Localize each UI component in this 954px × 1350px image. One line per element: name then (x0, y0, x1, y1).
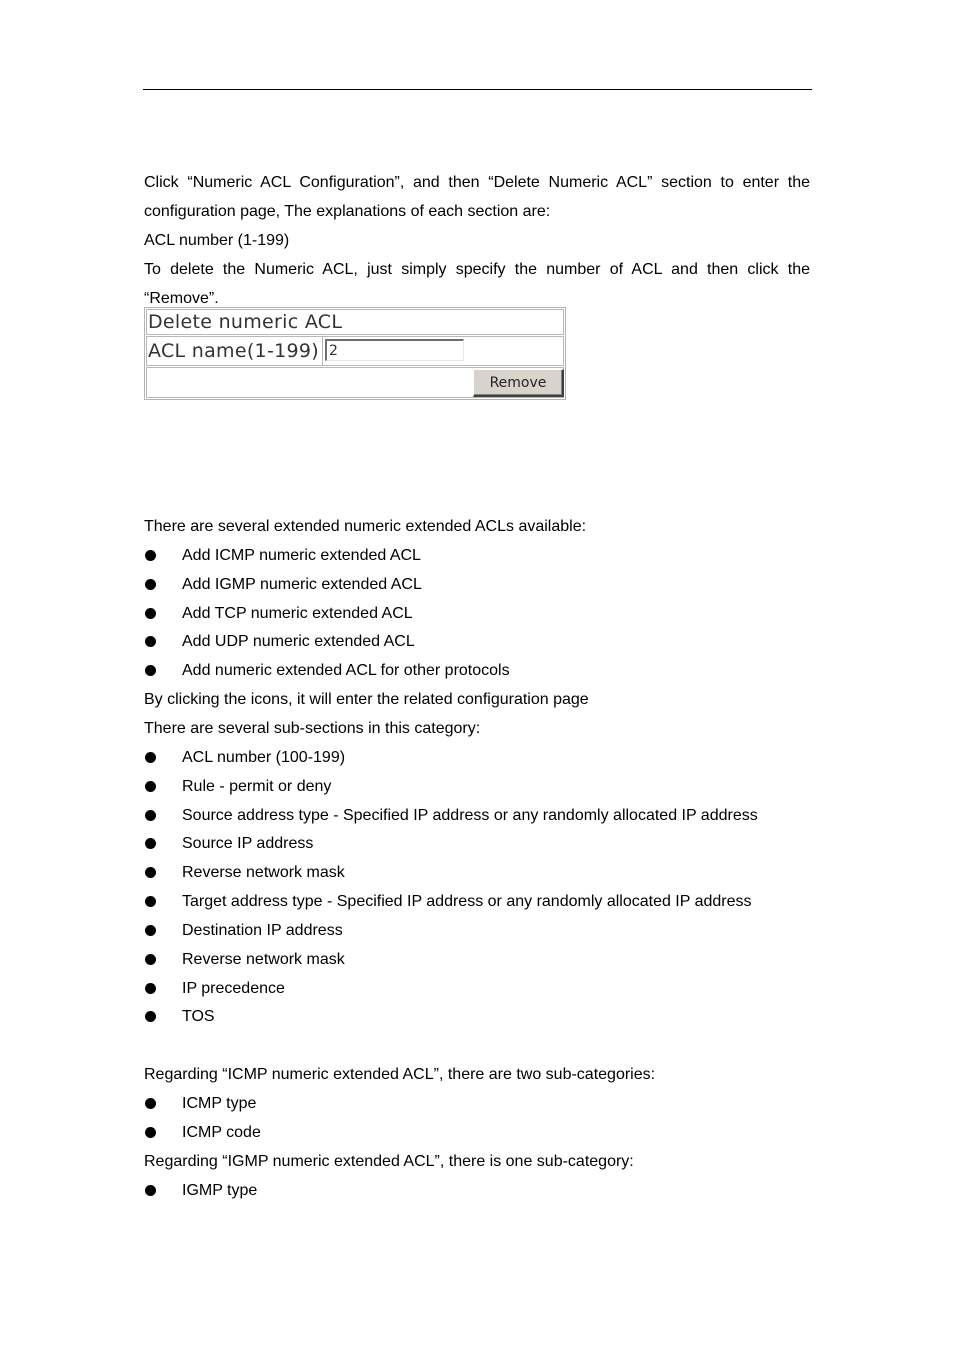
form-label-cell (147, 337, 323, 365)
acl-number-heading: ACL number (1-199) (144, 232, 290, 249)
bullet-icon (145, 781, 156, 792)
bullet-icon (145, 1185, 156, 1196)
intro-line-5: “Remove”. (144, 290, 219, 307)
delete-numeric-acl-form (144, 307, 566, 400)
bullet-icon (145, 636, 156, 647)
bullet-icon (145, 896, 156, 907)
bullet-icon (145, 752, 156, 763)
bullet-icon (145, 665, 156, 676)
intro-line-2: configuration page, The explanations of each section are: (144, 203, 551, 220)
bullet-icon (145, 1127, 156, 1138)
form-button-row (146, 367, 564, 398)
bullet-icon (145, 838, 156, 849)
form-input-row (146, 336, 564, 366)
remove-button[interactable]: Remove (473, 369, 564, 397)
form-title-row (146, 309, 564, 335)
acl-name-input[interactable] (325, 339, 464, 361)
form-title: Delete numeric ACL (148, 311, 343, 333)
bullet-icon (145, 983, 156, 994)
bullet-icon (145, 579, 156, 590)
bullet-icon (145, 954, 156, 965)
icmp-heading: Regarding “ICMP numeric extended ACL”, there are two sub-categories: (144, 1066, 656, 1083)
intro-line-4: To delete the Numeric ACL, just simply specify the number of ACL and then click the (144, 261, 810, 278)
bullet-icon (145, 1011, 156, 1022)
extended-note-2: There are several sub-sections in this category: (144, 720, 481, 737)
bullet-icon (145, 925, 156, 936)
igmp-heading: Regarding “IGMP numeric extended ACL”, there is one sub-category: (144, 1153, 634, 1170)
acl-name-label: ACL name(1-199) (148, 340, 319, 362)
bullet-icon (145, 550, 156, 561)
intro-line-1: Click “Numeric ACL Configuration”, and then “Delete Numeric ACL” section to enter the (144, 174, 810, 191)
extended-heading: There are several extended numeric extended ACLs available: (144, 518, 587, 535)
extended-note-1: By clicking the icons, it will enter the related configuration page (144, 691, 589, 708)
header-rule (143, 89, 812, 90)
bullet-icon (145, 608, 156, 619)
bullet-icon (145, 810, 156, 821)
bullet-icon (145, 1098, 156, 1109)
bullet-icon (145, 867, 156, 878)
